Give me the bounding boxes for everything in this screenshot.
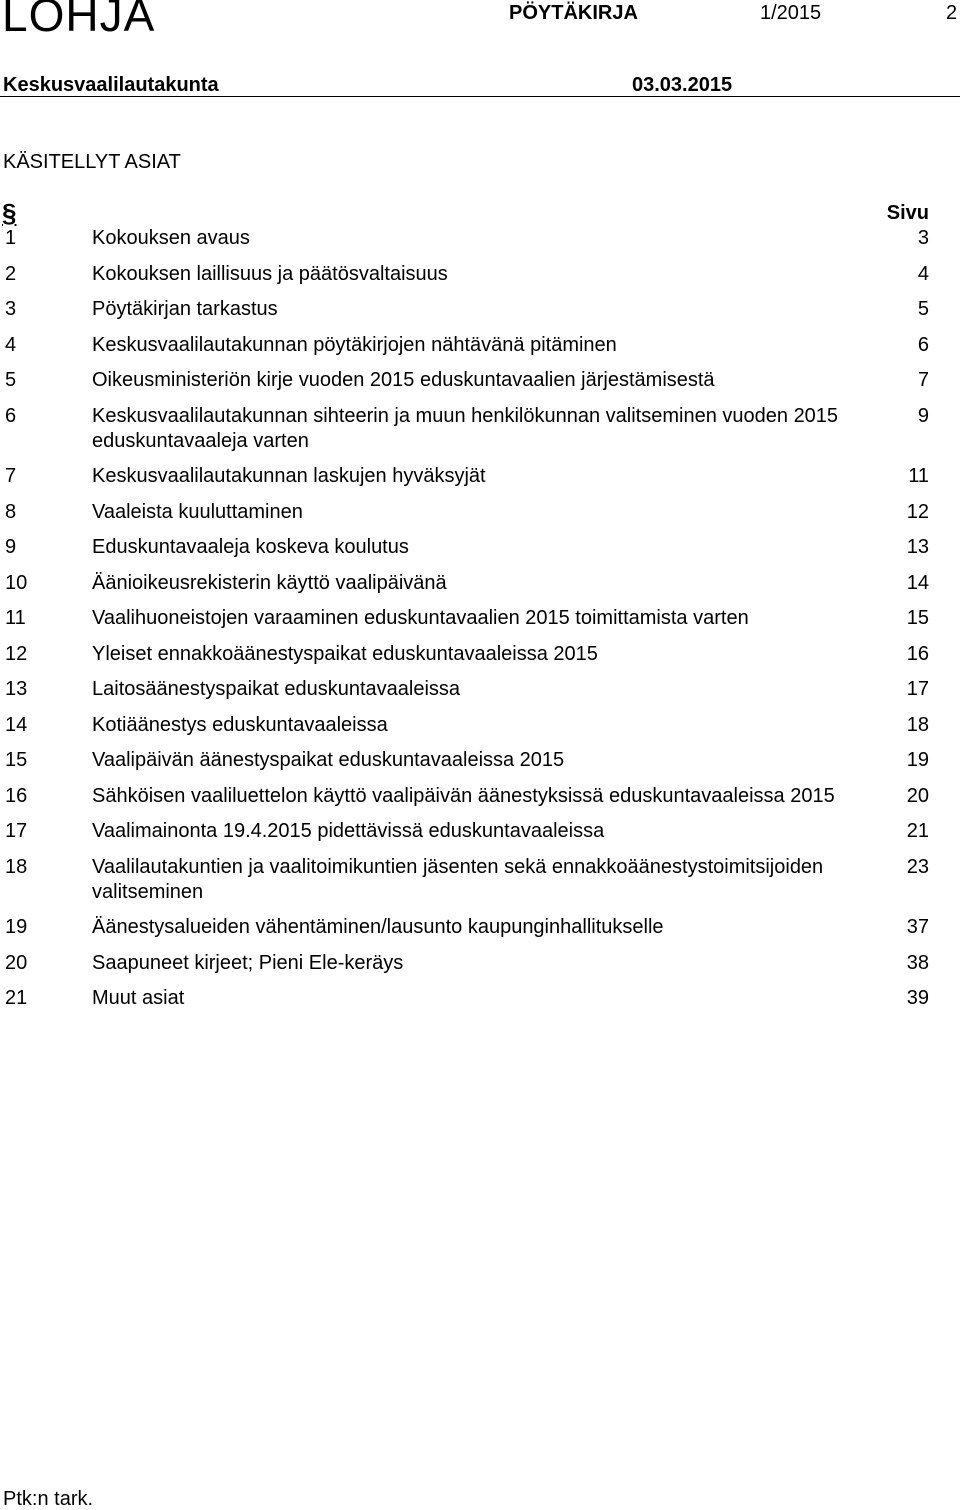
- toc-item-number: 13: [5, 678, 28, 700]
- page-number: 2: [946, 2, 958, 24]
- toc-item-page: 17: [906, 678, 929, 700]
- toc-row: [0, 677, 960, 702]
- toc-item-page: 6: [917, 333, 929, 356]
- toc-item-title: Kokouksen avaus: [92, 227, 250, 249]
- toc-row: [0, 986, 960, 1011]
- toc-item-title: Pöytäkirjan tarkastus: [92, 298, 278, 320]
- document-number: 1/2015: [760, 2, 822, 24]
- toc-item-number: 10: [5, 571, 28, 594]
- toc-item-number: 14: [5, 713, 28, 736]
- toc-item-page: 3: [917, 227, 929, 249]
- toc-row: [0, 500, 960, 525]
- toc-item-page: 11: [908, 465, 929, 487]
- section-title: KÄSITELLYT ASIAT: [3, 151, 181, 173]
- toc-item-page: 23: [906, 855, 929, 878]
- toc-row: [0, 855, 960, 905]
- toc-row: [0, 404, 960, 454]
- toc-item-page: 38: [906, 951, 929, 974]
- toc-item-number: 9: [5, 536, 17, 558]
- toc-item-number: 6: [5, 404, 17, 427]
- toc-item-number: 1: [5, 227, 17, 249]
- toc-item-title: Keskusvaalilautakunnan laskujen hyväksyjät: [92, 465, 486, 487]
- toc-item-page: 12: [906, 500, 929, 523]
- toc-item-number: 17: [5, 820, 28, 842]
- toc-item-page: 19: [906, 749, 929, 771]
- toc-item-page: 14: [906, 571, 929, 594]
- toc-row: [0, 464, 960, 489]
- toc-row: [0, 713, 960, 738]
- toc-item-page: 13: [906, 536, 929, 558]
- document-type: PÖYTÄKIRJA: [509, 2, 638, 24]
- toc-item-page: 18: [906, 713, 929, 736]
- logo: LOHJA: [2, 0, 156, 41]
- toc-row: [0, 915, 960, 940]
- toc-item-page: 5: [917, 298, 929, 320]
- toc-item-title: Laitosäänestyspaikat eduskuntavaaleissa: [92, 678, 461, 700]
- toc-row: [0, 951, 960, 976]
- toc-row: [0, 784, 960, 809]
- toc-item-title: Eduskuntavaaleja koskeva koulutus: [92, 536, 409, 558]
- toc-row: [0, 368, 960, 393]
- toc-row: [0, 748, 960, 773]
- section-symbol: §: [2, 198, 17, 228]
- toc-item-title: Keskusvaalilautakunnan pöytäkirjojen nähtävänä pitäminen: [92, 333, 617, 356]
- page-column-header: Sivu: [886, 202, 929, 224]
- toc-item-page: 15: [906, 607, 929, 629]
- toc-item-number: 4: [5, 333, 17, 356]
- toc-item-page: 20: [906, 784, 929, 807]
- toc-item-number: 8: [5, 500, 17, 523]
- toc-row: [0, 819, 960, 844]
- toc-item-title: Äänioikeusrekisterin käyttö vaalipäivänä: [92, 571, 447, 594]
- toc-item-title: Oikeusministeriön kirje vuoden 2015 eduskuntavaalien järjestämisestä: [92, 369, 715, 391]
- toc-row: [0, 333, 960, 358]
- toc-item-number: 16: [5, 784, 28, 807]
- toc-item-title: Vaaleista kuuluttaminen: [92, 500, 303, 523]
- toc-item-title: Muut asiat: [92, 987, 185, 1009]
- toc-item-title: Vaalilautakuntien ja vaalitoimikuntien jäsenten sekä ennakkoäänestystoimitsijoiden valitseminen: [92, 855, 824, 903]
- toc-row: [0, 262, 960, 287]
- toc-item-page: 37: [906, 916, 929, 938]
- toc-item-page: 7: [917, 369, 929, 391]
- toc-row: [0, 571, 960, 596]
- toc-item-page: 39: [906, 987, 929, 1009]
- toc-item-title: Vaalihuoneistojen varaaminen eduskuntavaalien 2015 toimittamista varten: [92, 607, 749, 629]
- toc-item-number: 5: [5, 369, 17, 391]
- toc-row: [0, 642, 960, 667]
- toc-item-page: 9: [917, 404, 929, 427]
- toc-item-number: 19: [5, 916, 28, 938]
- meeting-date: 03.03.2015: [632, 74, 733, 96]
- toc-item-number: 2: [5, 262, 17, 285]
- toc-item-title: Vaalipäivän äänestyspaikat eduskuntavaaleissa 2015: [92, 749, 565, 771]
- toc-row: [0, 606, 960, 631]
- toc-row: [0, 297, 960, 322]
- toc-item-number: 11: [5, 607, 26, 629]
- table-of-contents: [0, 226, 960, 1022]
- organization-name: Keskusvaalilautakunta: [3, 74, 219, 96]
- toc-item-page: 16: [906, 642, 929, 665]
- toc-item-number: 3: [5, 298, 17, 320]
- toc-row: [0, 226, 960, 251]
- toc-item-title: Sähköisen vaaliluettelon käyttö vaalipäivän äänestyksissä eduskuntavaaleissa 2015: [92, 784, 835, 807]
- toc-item-title: Kotiäänestys eduskuntavaaleissa: [92, 713, 388, 736]
- toc-item-number: 21: [5, 987, 28, 1009]
- toc-item-title: Saapuneet kirjeet; Pieni Ele-keräys: [92, 951, 404, 974]
- footer-initials-label: Ptk:n tark.: [3, 1488, 94, 1510]
- toc-item-title: Yleiset ennakkoäänestyspaikat eduskuntavaaleissa 2015: [92, 642, 598, 665]
- toc-item-title: Kokouksen laillisuus ja päätösvaltaisuus: [92, 262, 448, 285]
- toc-item-page: 4: [917, 262, 929, 285]
- toc-row: [0, 535, 960, 560]
- toc-item-number: 20: [5, 951, 28, 974]
- toc-item-title: Äänestysalueiden vähentäminen/lausunto kaupunginhallitukselle: [92, 916, 664, 938]
- toc-item-page: 21: [906, 820, 929, 842]
- toc-item-title: Keskusvaalilautakunnan sihteerin ja muun henkilökunnan valitseminen vuoden 2015 eduskuntavaaleja varten: [92, 404, 839, 452]
- toc-item-title: Vaalimainonta 19.4.2015 pidettävissä eduskuntavaaleissa: [92, 820, 605, 842]
- toc-item-number: 15: [5, 749, 28, 771]
- toc-item-number: 18: [5, 855, 28, 878]
- header-divider: [0, 96, 960, 97]
- toc-item-number: 12: [5, 642, 28, 665]
- toc-item-number: 7: [5, 465, 17, 487]
